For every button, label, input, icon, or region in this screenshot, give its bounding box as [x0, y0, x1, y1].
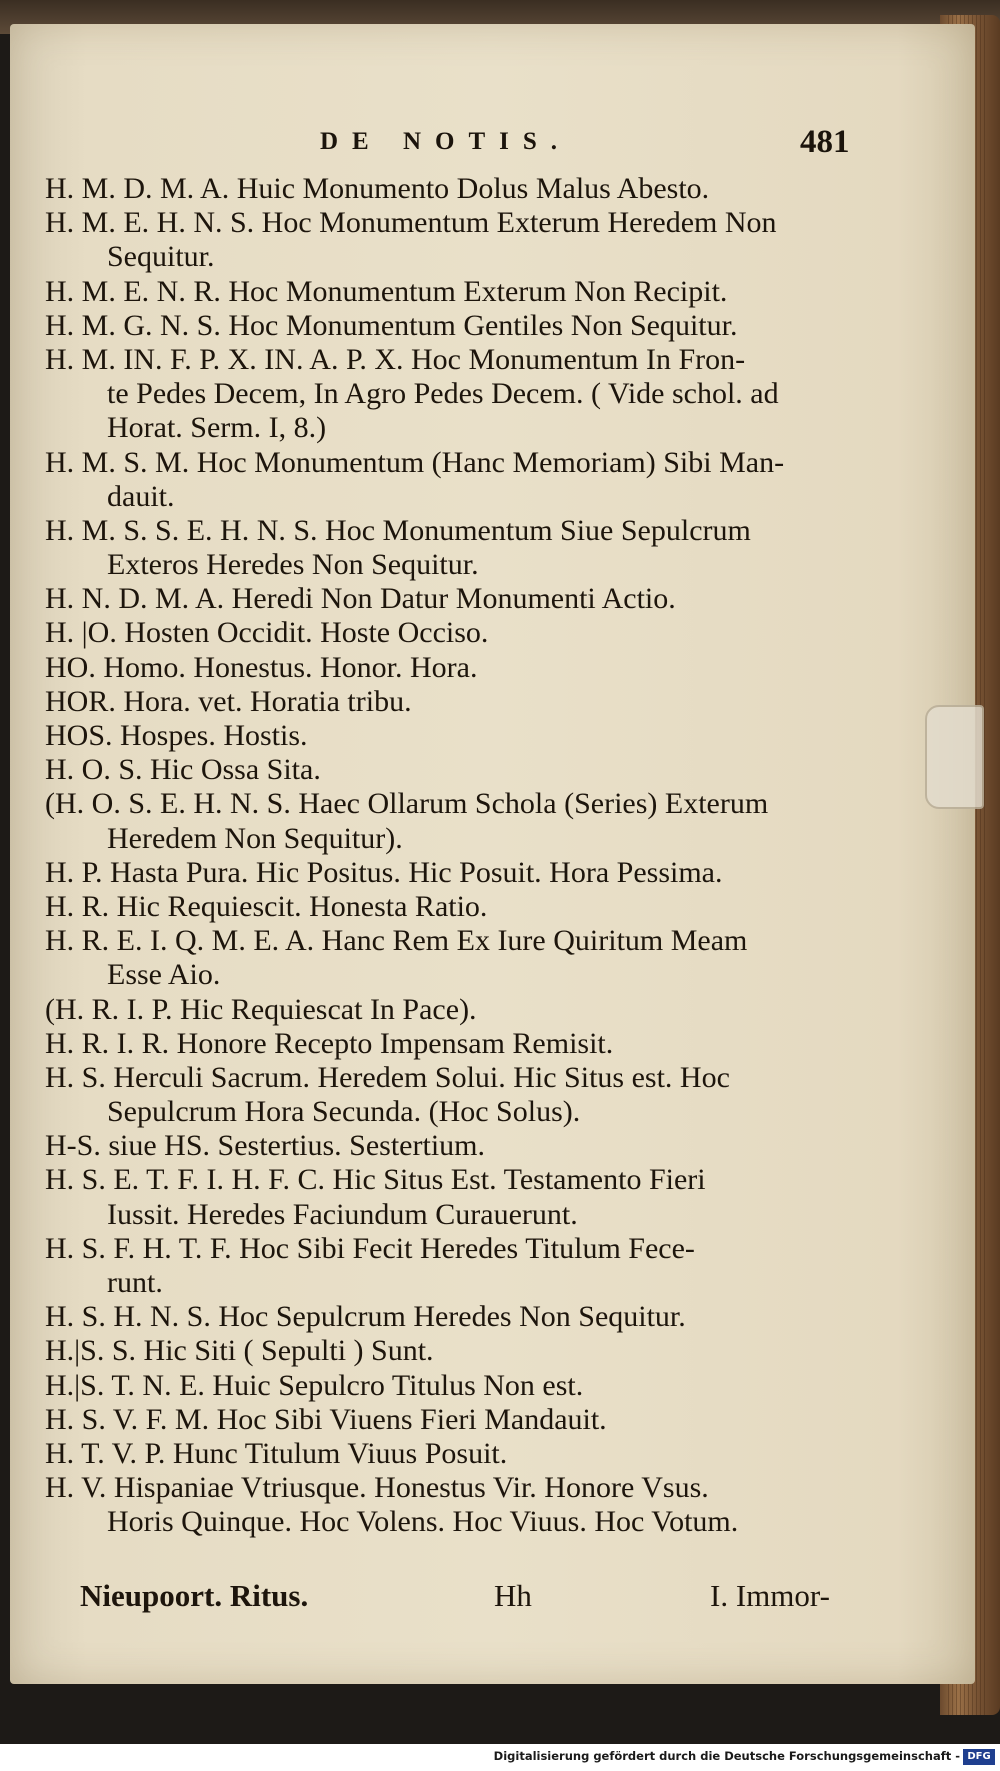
entry-line: (H. R. I. P. Hic Requiescat In Pace).: [45, 992, 477, 1026]
entry-line: H. R. E. I. Q. M. E. A. Hanc Rem Ex Iure Quiritum Meam: [45, 924, 748, 958]
dfg-logo-icon: DFG: [963, 1749, 995, 1765]
entry-continuation: Heredem Non Sequitur).: [107, 821, 403, 855]
entry-continuation: Sepulcrum Hora Secunda. (Hoc Solus).: [107, 1095, 581, 1129]
entry-line: H. M. D. M. A. Huic Monumento Dolus Malus Abesto.: [45, 172, 710, 205]
entry-continuation: Horat. Serm. I, 8.): [107, 411, 327, 445]
entry-line: H. V. Hispaniae Vtriusque. Honestus Vir. Honore Vsus.: [45, 1471, 709, 1505]
entry-line: H.|S. T. N. E. Huic Sepulcro Titulus Non est.: [45, 1368, 584, 1402]
entry-continuation: Esse Aio.: [107, 958, 221, 992]
entry-continuation: dauit.: [107, 479, 175, 513]
entry-line: HO. Homo. Honestus. Honor. Hora.: [45, 650, 478, 684]
entry-line: H. |O. Hosten Occidit. Hoste Occiso.: [45, 616, 489, 650]
digitization-footer: [0, 1744, 1000, 1771]
entry-line: H-S. siue HS. Sestertius. Sestertium.: [45, 1129, 485, 1163]
signature-mark: Hh: [494, 1578, 532, 1613]
signature-line: [80, 1578, 880, 1618]
entry-line: HOR. Hora. vet. Horatia tribu.: [45, 684, 412, 718]
entry-continuation: runt.: [107, 1266, 163, 1299]
entry-line: H. M. IN. F. P. X. IN. A. P. X. Hoc Monumentum In Fron-: [45, 342, 746, 376]
entry-line: H. P. Hasta Pura. Hic Positus. Hic Posuit. Hora Pessima.: [45, 855, 723, 889]
page-number: 481: [800, 124, 850, 160]
entry-line: H. S. V. F. M. Hoc Sibi Viuens Fieri Mandauit.: [45, 1402, 607, 1436]
entry-line: H.|S. S. Hic Siti ( Sepulti ) Sunt.: [45, 1334, 434, 1368]
entry-continuation: Iussit. Heredes Faciundum Curauerunt.: [107, 1197, 578, 1231]
entry-line: H. N. D. M. A. Heredi Non Datur Monumenti Actio.: [45, 582, 676, 616]
entry-line: H. M. E. N. R. Hoc Monumentum Exterum Non Recipit.: [45, 274, 728, 308]
entry-line: H. T. V. P. Hunc Titulum Viuus Posuit.: [45, 1436, 508, 1470]
entry-line: HOS. Hospes. Hostis.: [45, 719, 308, 752]
running-title: DE NOTIS.: [320, 128, 572, 155]
book-page: [10, 24, 975, 1684]
entry-line: H. R. Hic Requiescit. Honesta Ratio.: [45, 889, 488, 923]
entry-line: H. S. F. H. T. F. Hoc Sibi Fecit Heredes Titulum Fece-: [45, 1231, 695, 1265]
author-line: Nieupoort. Ritus.: [80, 1578, 309, 1613]
page-tab-marker: [925, 705, 984, 809]
page-header: [10, 124, 970, 168]
entry-line: H. R. I. R. Honore Recepto Impensam Remisit.: [45, 1026, 614, 1060]
entry-line: H. S. H. N. S. Hoc Sepulcrum Heredes Non Sequitur.: [45, 1300, 686, 1334]
entry-line: H. S. E. T. F. I. H. F. C. Hic Situs Est. Testamento Fieri: [45, 1163, 706, 1197]
entry-line: H. M. G. N. S. Hoc Monumentum Gentiles Non Sequitur.: [45, 308, 738, 342]
entry-line: H. M. E. H. N. S. Hoc Monumentum Exterum Heredem Non: [45, 206, 777, 240]
entry-continuation: Horis Quinque. Hoc Volens. Hoc Viuus. Hoc Votum.: [107, 1505, 739, 1539]
abbreviation-list: [45, 172, 875, 1540]
entry-line: H. O. S. Hic Ossa Sita.: [45, 753, 321, 787]
entry-continuation: te Pedes Decem, In Agro Pedes Decem. ( Vide schol. ad: [107, 377, 779, 411]
entry-line: H. M. S. S. E. H. N. S. Hoc Monumentum Siue Sepulcrum: [45, 513, 751, 547]
entry-continuation: Sequitur.: [107, 240, 215, 274]
entry-continuation: Exteros Heredes Non Sequitur.: [107, 548, 479, 582]
entry-line: (H. O. S. E. H. N. S. Haec Ollarum Schola (Series) Exterum: [45, 787, 769, 821]
catchword: I. Immor-: [710, 1578, 830, 1613]
entry-line: H. S. Herculi Sacrum. Heredem Solui. Hic Situs est. Hoc: [45, 1060, 730, 1094]
footer-credit: Digitalisierung gefördert durch die Deutsche Forschungsgemeinschaft -: [493, 1749, 960, 1763]
entry-line: H. M. S. M. Hoc Monumentum (Hanc Memoriam) Sibi Man-: [45, 445, 785, 479]
